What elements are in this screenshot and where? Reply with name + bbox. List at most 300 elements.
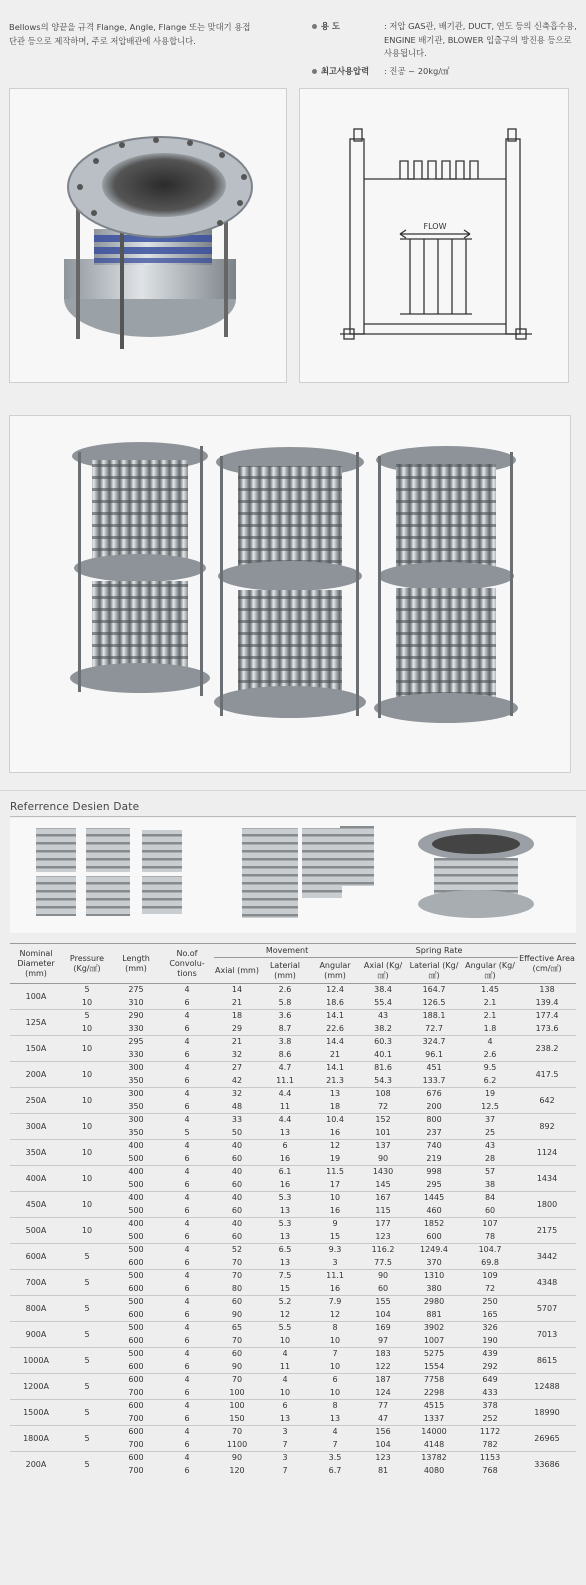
cell-spring-axial: 122 (375, 1361, 391, 1371)
col-movement-axial: Axial (mm) (214, 958, 260, 984)
cell-movement-axial: 42 (231, 1075, 243, 1085)
cell-effective-area: 177.4 (518, 1010, 576, 1023)
cell-length: 500 (112, 1322, 160, 1335)
cell-movement-axial: 70 (214, 1374, 260, 1387)
cell-movement-laterial: 16 (279, 1153, 291, 1163)
cell-spring-laterial: 14000 (406, 1426, 462, 1439)
cell-movement-axial: 60 (231, 1179, 243, 1189)
cell-convolutions: 4 (160, 1374, 214, 1387)
cell-spring-angular: 28 (484, 1153, 496, 1163)
cell-spring-angular: 9.5 (462, 1062, 518, 1075)
cell-movement-axial: 65 (214, 1322, 260, 1335)
cell-spring-axial: 155 (360, 1296, 406, 1309)
cell-movement-angular: 21 (329, 1049, 341, 1059)
cell-movement-angular: 10 (329, 1387, 341, 1397)
cell-movement-laterial: 2.6 (260, 984, 310, 997)
cell-spring-axial: 167 (360, 1192, 406, 1205)
cell-spring-laterial: 164.7 (406, 984, 462, 997)
cell-spring-laterial: 1554 (423, 1361, 445, 1371)
cell-spring-laterial: 324.7 (406, 1036, 462, 1049)
cell-movement-laterial: 13 (279, 1413, 291, 1423)
cell-movement-angular: 10 (329, 1335, 341, 1345)
cell-pressure: 10 (62, 1166, 112, 1192)
cell-movement-axial: 32 (214, 1088, 260, 1101)
cell-spring-angular: 250 (462, 1296, 518, 1309)
cell-convolutions: 4 (160, 1426, 214, 1439)
cell-effective-area: 4348 (518, 1270, 576, 1296)
cell-spring-angular: 2.1 (483, 997, 497, 1007)
cell-movement-angular: 13 (310, 1088, 360, 1101)
table-row (10, 1088, 576, 1101)
stacked-bellows-illustration (10, 416, 572, 774)
cell-movement-axial: 100 (229, 1387, 245, 1397)
cell-spring-axial: 81 (377, 1466, 389, 1475)
cell-movement-axial: 70 (214, 1426, 260, 1439)
cell-movement-angular: 7 (310, 1348, 360, 1361)
cell-spring-laterial: 380 (426, 1283, 442, 1293)
cell-spring-angular: 37 (462, 1114, 518, 1127)
cell-spring-laterial: 219 (426, 1153, 442, 1163)
cell-spring-laterial: 740 (406, 1140, 462, 1153)
table-body (10, 984, 576, 1478)
cell-pressure: 5 (62, 1374, 112, 1400)
cell-movement-axial: 120 (229, 1466, 245, 1475)
table-row (10, 1244, 576, 1257)
cell-spring-angular: 378 (462, 1400, 518, 1413)
cell-movement-angular: 3.5 (310, 1452, 360, 1465)
cell-length: 275 (112, 984, 160, 997)
cell-movement-axial: 80 (231, 1283, 243, 1293)
table-row (10, 1114, 576, 1127)
cell-movement-axial: 60 (231, 1231, 243, 1241)
cell-spring-angular: 84 (462, 1192, 518, 1205)
cell-movement-axial: 90 (231, 1361, 243, 1371)
cell-spring-axial: 47 (377, 1413, 389, 1423)
cell-effective-area: 12488 (518, 1374, 576, 1400)
cell-length: 310 (128, 997, 144, 1007)
cell-spring-angular: 104.7 (462, 1244, 518, 1257)
cell-convolutions: 4 (160, 1452, 214, 1465)
cell-movement-angular: 10 (310, 1192, 360, 1205)
cell-pressure: 10 (81, 1023, 93, 1033)
col-nominal-diameter: Nominal Diameter (mm) (10, 944, 62, 984)
cell-effective-area: 173.6 (535, 1023, 559, 1033)
cell-length: 330 (128, 1023, 144, 1033)
cell-pressure: 5 (62, 984, 112, 997)
cell-effective-area: 1124 (518, 1140, 576, 1166)
cell-spring-angular: 1172 (462, 1426, 518, 1439)
table-row (10, 1140, 576, 1153)
cell-spring-angular: 2.6 (483, 1049, 497, 1059)
cell-length: 700 (128, 1413, 144, 1423)
table-row (10, 1192, 576, 1205)
cell-movement-axial: 32 (231, 1049, 243, 1059)
cell-spring-axial: 40.1 (374, 1049, 392, 1059)
table-row (10, 997, 576, 1010)
cell-diameter: 100A (10, 984, 62, 1010)
cell-spring-laterial: 1310 (406, 1270, 462, 1283)
cell-convolutions: 6 (184, 1153, 190, 1163)
col-length: Length (mm) (112, 944, 160, 984)
cell-spring-axial: 101 (375, 1127, 391, 1137)
cell-spring-axial: 60.3 (360, 1036, 406, 1049)
flow-label: FLOW (423, 222, 447, 231)
cell-effective-area: 138 (518, 984, 576, 997)
cell-spring-laterial: 370 (426, 1257, 442, 1267)
cell-length: 600 (112, 1452, 160, 1465)
table-row (10, 1010, 576, 1023)
table-row (10, 1426, 576, 1439)
cell-movement-laterial: 8.6 (278, 1049, 292, 1059)
cell-movement-axial: 150 (229, 1413, 245, 1423)
cell-spring-axial: 108 (360, 1088, 406, 1101)
cell-movement-angular: 16 (329, 1127, 341, 1137)
cell-movement-angular: 22.6 (326, 1023, 344, 1033)
cell-spring-laterial: 133.7 (422, 1075, 446, 1085)
cell-pressure: 5 (62, 1010, 112, 1023)
cell-convolutions: 4 (160, 1348, 214, 1361)
col-spring-angular: Angular (Kg/㎠) (462, 958, 518, 984)
cell-movement-laterial: 7 (282, 1439, 288, 1449)
intro-line: Bellows의 양끝을 규격 Flange, Angle, Flange 또는 맞대기 용접 (9, 22, 251, 32)
cell-movement-axial: 60 (231, 1153, 243, 1163)
cell-effective-area: 26965 (518, 1426, 576, 1452)
cell-movement-axial: 70 (231, 1335, 243, 1345)
cell-movement-angular: 11.1 (310, 1270, 360, 1283)
cell-spring-axial: 54.3 (374, 1075, 392, 1085)
cell-spring-angular: 433 (482, 1387, 498, 1397)
cell-spring-axial: 72 (377, 1101, 389, 1111)
cell-spring-laterial: 4148 (423, 1439, 445, 1449)
cell-movement-axial: 40 (214, 1140, 260, 1153)
cell-spring-axial: 43 (360, 1010, 406, 1023)
cell-movement-angular: 21.3 (326, 1075, 344, 1085)
cell-effective-area: 2175 (518, 1218, 576, 1244)
cell-spring-laterial: 1445 (406, 1192, 462, 1205)
cell-spring-angular: 2.1 (462, 1010, 518, 1023)
usage-label: 용 도 (321, 21, 340, 31)
section-title: Referrence Desien Date (10, 801, 140, 813)
cell-spring-laterial: 188.1 (406, 1010, 462, 1023)
cell-spring-laterial: 1007 (423, 1335, 445, 1345)
cell-movement-laterial: 5.3 (260, 1218, 310, 1231)
cell-movement-laterial: 7.5 (260, 1270, 310, 1283)
cell-movement-laterial: 10 (279, 1335, 291, 1345)
cell-spring-axial: 123 (375, 1231, 391, 1241)
cell-movement-laterial: 4.4 (260, 1088, 310, 1101)
cell-pressure: 5 (62, 1322, 112, 1348)
cell-spring-axial: 90 (377, 1153, 389, 1163)
bullet-icon (312, 24, 317, 29)
cell-movement-axial: 18 (214, 1010, 260, 1023)
cell-spring-laterial: 4080 (423, 1466, 445, 1475)
cell-spring-angular: 69.8 (481, 1257, 499, 1267)
cell-movement-axial: 40 (214, 1218, 260, 1231)
cell-convolutions: 6 (184, 1309, 190, 1319)
col-movement-angular: Angular (mm) (310, 958, 360, 984)
cell-spring-laterial: 451 (406, 1062, 462, 1075)
cell-diameter: 350A (10, 1140, 62, 1166)
cell-movement-axial: 60 (214, 1296, 260, 1309)
cell-convolutions: 4 (160, 1010, 214, 1023)
cell-movement-axial: 27 (214, 1062, 260, 1075)
intro-line: 단관 등으로 제작하며, 주로 저압배관에 사용합니다. (9, 36, 196, 46)
cell-effective-area: 5707 (518, 1296, 576, 1322)
cell-movement-axial: 100 (214, 1400, 260, 1413)
cell-spring-angular: 12.5 (481, 1101, 499, 1111)
cell-convolutions: 6 (184, 1283, 190, 1293)
table-row (10, 1400, 576, 1413)
cell-spring-angular: 1153 (462, 1452, 518, 1465)
cell-movement-angular: 6.7 (328, 1466, 342, 1475)
cell-movement-laterial: 3.8 (260, 1036, 310, 1049)
cell-convolutions: 6 (184, 1439, 190, 1449)
cell-length: 500 (112, 1348, 160, 1361)
cell-spring-angular: 1.45 (462, 984, 518, 997)
cell-pressure: 10 (62, 1036, 112, 1062)
cell-diameter: 1800A (10, 1426, 62, 1452)
cell-spring-axial: 81.6 (360, 1062, 406, 1075)
cell-length: 600 (128, 1257, 144, 1267)
cell-effective-area: 139.4 (535, 997, 559, 1007)
cell-convolutions: 5 (184, 1127, 190, 1137)
intro-text (9, 20, 299, 48)
cell-spring-laterial: 1852 (406, 1218, 462, 1231)
product-photo-stacked-bellows (9, 415, 571, 773)
cell-movement-laterial: 4.7 (260, 1062, 310, 1075)
cell-movement-angular: 9 (310, 1218, 360, 1231)
cell-effective-area: 642 (518, 1088, 576, 1114)
cell-convolutions: 4 (160, 1088, 214, 1101)
cell-movement-axial: 52 (214, 1244, 260, 1257)
cell-length: 300 (112, 1114, 160, 1127)
col-pressure: Pressure (Kg/㎠) (62, 944, 112, 984)
cell-convolutions: 4 (160, 1270, 214, 1283)
cell-spring-axial: 1430 (360, 1166, 406, 1179)
cell-diameter: 1000A (10, 1348, 62, 1374)
cell-movement-angular: 18 (329, 1101, 341, 1111)
cell-spring-laterial: 1337 (423, 1413, 445, 1423)
cell-movement-laterial: 12 (279, 1309, 291, 1319)
cell-diameter: 1200A (10, 1374, 62, 1400)
cell-spring-laterial: 2980 (406, 1296, 462, 1309)
cell-pressure: 5 (62, 1270, 112, 1296)
cell-spring-axial: 177 (360, 1218, 406, 1231)
cell-spring-axial: 183 (360, 1348, 406, 1361)
cell-length: 300 (112, 1062, 160, 1075)
col-spring-laterial: Laterial (Kg/㎠) (406, 958, 462, 984)
cell-pressure: 10 (62, 1192, 112, 1218)
col-convolutions: No.of Convolu- tions (160, 944, 214, 984)
cell-length: 600 (128, 1361, 144, 1371)
cell-movement-laterial: 11 (279, 1361, 291, 1371)
cell-movement-laterial: 16 (279, 1179, 291, 1189)
cell-movement-axial: 1100 (226, 1439, 248, 1449)
cell-convolutions: 6 (184, 1466, 190, 1475)
cell-length: 600 (112, 1374, 160, 1387)
cell-convolutions: 6 (184, 1179, 190, 1189)
cell-movement-angular: 8 (310, 1400, 360, 1413)
table-row (10, 1218, 576, 1231)
cell-spring-angular: 782 (482, 1439, 498, 1449)
cell-spring-laterial: 3902 (406, 1322, 462, 1335)
cell-spring-axial: 55.4 (374, 997, 392, 1007)
cell-movement-laterial: 6 (260, 1140, 310, 1153)
table-row (10, 1023, 576, 1036)
product-thumbnails (10, 818, 576, 933)
flanged-joint-illustration (10, 89, 288, 384)
cell-spring-laterial: 295 (426, 1179, 442, 1189)
thumbnail-strip-illustration (10, 818, 576, 933)
cell-spring-angular: 1.8 (483, 1023, 497, 1033)
cell-spring-axial: 169 (360, 1322, 406, 1335)
cell-diameter: 200A (10, 1452, 62, 1478)
cell-spring-angular: 649 (462, 1374, 518, 1387)
cell-convolutions: 6 (184, 1049, 190, 1059)
cell-movement-laterial: 15 (279, 1283, 291, 1293)
cell-convolutions: 6 (184, 1413, 190, 1423)
cell-movement-laterial: 6.5 (260, 1244, 310, 1257)
cell-spring-angular: 57 (462, 1166, 518, 1179)
cell-spring-angular: 439 (462, 1348, 518, 1361)
col-movement-laterial: Laterial (mm) (260, 958, 310, 984)
cell-convolutions: 6 (184, 1075, 190, 1085)
cell-spring-laterial: 126.5 (422, 997, 446, 1007)
cell-pressure: 10 (62, 1140, 112, 1166)
cell-length: 700 (128, 1387, 144, 1397)
table-row (10, 1452, 576, 1465)
col-group-movement: Movement (214, 944, 360, 958)
cell-movement-angular: 15 (329, 1231, 341, 1241)
cell-length: 500 (128, 1153, 144, 1163)
cell-convolutions: 6 (184, 997, 190, 1007)
cell-movement-laterial: 13 (279, 1205, 291, 1215)
cell-length: 500 (128, 1231, 144, 1241)
cell-movement-axial: 14 (214, 984, 260, 997)
cell-effective-area: 8615 (518, 1348, 576, 1374)
cell-convolutions: 6 (184, 1335, 190, 1345)
cell-spring-axial: 156 (360, 1426, 406, 1439)
cell-spring-laterial: 5275 (406, 1348, 462, 1361)
cell-convolutions: 6 (184, 1361, 190, 1371)
cell-spring-angular: 25 (484, 1127, 496, 1137)
cell-length: 400 (112, 1140, 160, 1153)
cell-pressure: 5 (62, 1426, 112, 1452)
cell-movement-axial: 90 (214, 1452, 260, 1465)
cell-movement-laterial: 6 (260, 1400, 310, 1413)
table-row (10, 1036, 576, 1049)
cell-movement-axial: 40 (214, 1166, 260, 1179)
cell-spring-angular: 326 (462, 1322, 518, 1335)
cell-movement-laterial: 11 (279, 1101, 291, 1111)
cell-convolutions: 4 (160, 1062, 214, 1075)
cell-movement-laterial: 13 (279, 1257, 291, 1267)
cell-length: 330 (128, 1049, 144, 1059)
cell-spring-axial: 38.4 (360, 984, 406, 997)
cell-movement-axial: 60 (231, 1205, 243, 1215)
cell-spring-laterial: 2298 (423, 1387, 445, 1397)
cell-movement-axial: 29 (231, 1023, 243, 1033)
cell-diameter: 500A (10, 1218, 62, 1244)
cell-convolutions: 4 (160, 1114, 214, 1127)
cell-diameter: 700A (10, 1270, 62, 1296)
cell-length: 600 (112, 1400, 160, 1413)
cell-effective-area: 417.5 (518, 1062, 576, 1088)
cell-spring-laterial: 96.1 (425, 1049, 443, 1059)
cell-effective-area: 7013 (518, 1322, 576, 1348)
table-row (10, 984, 576, 997)
cell-convolutions: 4 (160, 1400, 214, 1413)
cell-convolutions: 4 (160, 1218, 214, 1231)
brochure-page (0, 0, 586, 790)
cell-diameter: 400A (10, 1166, 62, 1192)
cell-spring-axial: 97 (377, 1335, 389, 1345)
cell-movement-laterial: 6.1 (260, 1166, 310, 1179)
cell-length: 500 (112, 1296, 160, 1309)
cell-length: 500 (128, 1179, 144, 1189)
cell-length: 290 (112, 1010, 160, 1023)
cell-effective-area: 1434 (518, 1166, 576, 1192)
cell-spring-laterial: 7758 (406, 1374, 462, 1387)
design-data-page (0, 790, 586, 1585)
cell-movement-angular: 16 (329, 1205, 341, 1215)
cell-movement-angular: 19 (329, 1153, 341, 1163)
cell-length: 500 (112, 1270, 160, 1283)
cell-movement-laterial: 13 (279, 1231, 291, 1241)
reference-design-table (10, 943, 576, 1478)
cell-movement-angular: 17 (329, 1179, 341, 1189)
cell-convolutions: 6 (184, 1231, 190, 1241)
cell-convolutions: 6 (184, 1023, 190, 1033)
cell-length: 500 (112, 1244, 160, 1257)
cell-length: 700 (128, 1466, 144, 1475)
cell-movement-axial: 40 (214, 1192, 260, 1205)
cell-convolutions: 4 (160, 1192, 214, 1205)
cell-spring-axial: 152 (360, 1114, 406, 1127)
bellows-cross-section-drawing (300, 89, 570, 384)
cell-length: 500 (128, 1205, 144, 1215)
cell-movement-angular: 6 (310, 1374, 360, 1387)
cell-movement-laterial: 4.4 (260, 1114, 310, 1127)
cell-spring-axial: 77.5 (374, 1257, 392, 1267)
cell-convolutions: 6 (184, 1101, 190, 1111)
cell-spring-laterial: 4515 (406, 1400, 462, 1413)
cell-movement-laterial: 3 (260, 1426, 310, 1439)
cell-movement-axial: 50 (231, 1127, 243, 1137)
cell-effective-area: 238.2 (518, 1036, 576, 1062)
cell-spring-angular: 252 (482, 1413, 498, 1423)
bullet-icon (312, 69, 317, 74)
cell-spring-axial: 187 (360, 1374, 406, 1387)
table-row (10, 1374, 576, 1387)
cell-spring-laterial: 676 (406, 1088, 462, 1101)
col-group-spring-rate: Spring Rate (360, 944, 518, 958)
cell-length: 400 (112, 1192, 160, 1205)
cell-length: 600 (128, 1309, 144, 1319)
cell-diameter: 600A (10, 1244, 62, 1270)
cell-pressure: 10 (62, 1218, 112, 1244)
cell-spring-axial: 104 (375, 1309, 391, 1319)
cell-movement-angular: 18.6 (326, 997, 344, 1007)
cell-length: 600 (112, 1426, 160, 1439)
cell-length: 295 (112, 1036, 160, 1049)
cell-spring-axial: 38.2 (374, 1023, 392, 1033)
cell-movement-angular: 7 (332, 1439, 338, 1449)
cell-pressure: 10 (62, 1062, 112, 1088)
cell-pressure: 5 (62, 1400, 112, 1426)
usage-value: : 저압 GAS관, 배기관, DUCT, 연도 등의 신축흡수용, ENGINE 배기관, BLOWER 입출구의 방진용 등으로 사용됩니다. (384, 21, 577, 58)
cell-length: 400 (112, 1218, 160, 1231)
